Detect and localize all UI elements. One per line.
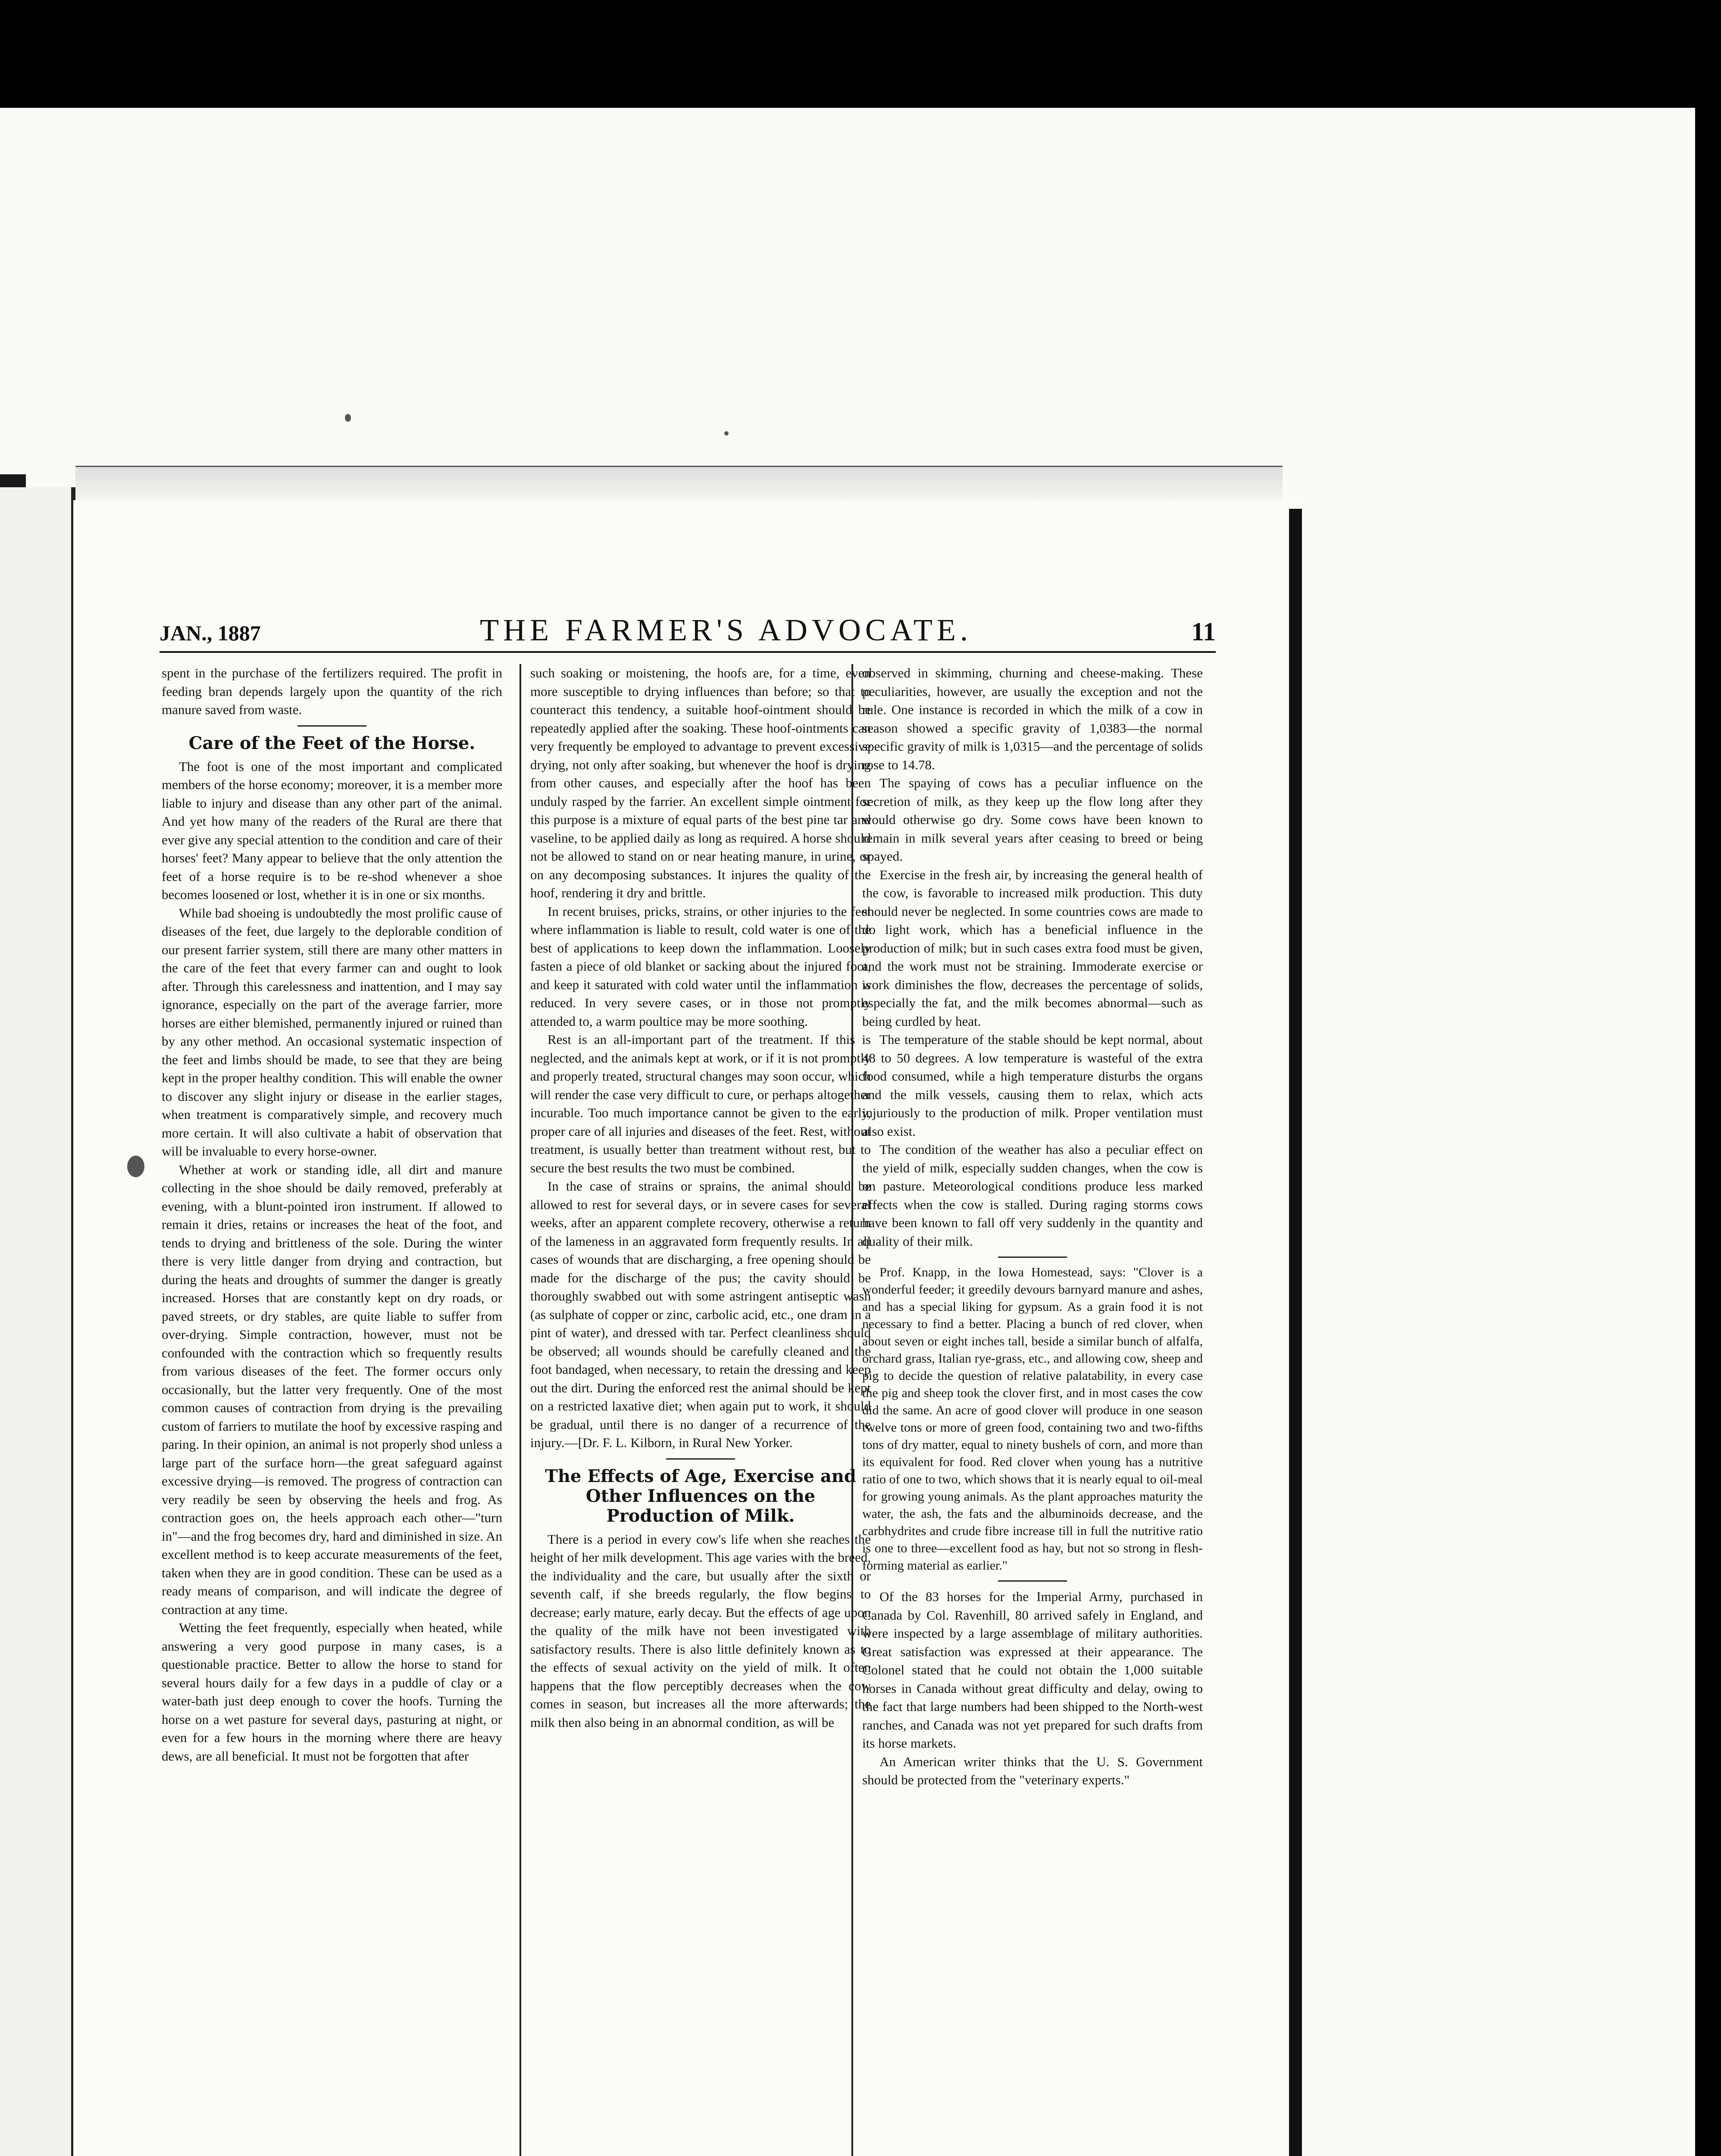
article-heading: The Effects of Age, Exercise and Other Influences on the Production of Milk. bbox=[545, 1466, 856, 1526]
paragraph: In the case of strains or sprains, the animal should be allowed to rest for several days, or in severe cases for several weeks, after an apparent complete recovery, otherwise a return of the lameness in an aggravated form frequently results. In all cases of wounds that are discharging, a free opening should be made for the discharge of the pus; the cavity should be thoroughly swabbed out with some astringent antiseptic wash (as sulphate of copper or zinc, carbolic acid, etc., one dram in a pint of water), and dressed with tar. Perfect cleanliness should be observed; all wounds should be carefully cleaned and the foot bandaged, when necessary, to retain the dressing and keep out the dirt. During the enforced rest the animal should be kept on a restricted laxative diet; when again put to work, it should be gradual, until there is no danger of a recurrence of the injury.—[Dr. F. L. Kilborn, in Rural New Yorker. bbox=[530, 1178, 871, 1450]
ink-smudge bbox=[127, 1156, 144, 1177]
column-2 bbox=[530, 664, 871, 2156]
issue-date: JAN., 1887 bbox=[160, 621, 261, 645]
paragraph: Exercise in the fresh air, by increasing the general health of the cow, is favorable to increased milk production. This duty should never be neglected. In some countries cows are made to do light work, which has a beneficial influence in the production of milk; but in such cases extra food must be given, and the work must not be straining. Immoderate exercise or work diminishes the flow, decreases the percentage of solids, especially the fat, and the milk becomes abnormal—such as being curdled by heat. bbox=[862, 867, 1203, 1029]
paragraph: observed in skimming, churning and cheese-making. These peculiarities, however, are usually the exception and not the rule. One instance is recorded in which the milk of a cow in season showed a specific gravity of 1,0383—the normal specific gravity of milk is 1,0315—and the percentage of solids rose to 14.78. bbox=[862, 665, 1203, 772]
paragraph: Whether at work or standing idle, all dirt and manure collecting in the shoe should be daily removed, preferably at evening, with a blunt-pointed iron instrument. If allowed to remain it dries, retains or increases the heat of the foot, and tends to drying and brittleness of the sole. During the winter there is very little danger from drying and contraction, but during the heats and droughts of summer the danger is greatly increased. Horses that are constantly kept on dry roads, or paved streets, or dry stables, are quite liable to suffer from over-drying. Simple contraction, however, must not be confounded with the contraction which so frequently results from various diseases of the feet. The former occurs only occasionally, but the latter very frequently. One of the most common causes of contraction from drying is the prevailing custom of farriers to mutilate the hoof by excessive rasping and paring. In their opinion, an animal is not properly shod unless a large part of the surface horn—the great safeguard against excessive drying—is removed. The progress of contraction can very readily be seen by observing the heels and frog. As contraction goes on, the heels approach each other—"turn in"—and the frog becomes dry, hard and diminished in size. An excellent method is to keep accurate measurements of the feet, taken when they are in good condition. These can be used as a ready means of comparison, and will indicate the degree of contraction at any time. bbox=[162, 1162, 502, 1617]
divider bbox=[998, 1580, 1067, 1582]
scan-top-border bbox=[0, 0, 1721, 108]
paragraph: The spaying of cows has a peculiar influence on the secretion of milk, as they keep up the flow long after they would otherwise go dry. Some cows have been known to remain in milk several years after ceasing to breed or being spayed. bbox=[862, 775, 1203, 864]
newspaper-title: THE FARMER'S ADVOCATE. bbox=[480, 613, 972, 647]
paragraph: Prof. Knapp, in the Iowa Homestead, says: "Clover is a wonderful feeder; it greedily devours barnyard manure and ashes, and has a special liking for gypsum. As a grain food it is not necessary to find a better. Placing a bunch of red clover, when about seven or eight inches tall, beside a similar bunch of alfalfa, orchard grass, Italian rye-grass, etc., and allowing cow, sheep and pig to decide the question of relative palatability, in every case the pig and sheep took the clover first, and in most cases the cow did the same. An acre of good clover will produce in one season twelve tons or more of green food, containing two and two-fifths tons of dry matter, equal to ninety bushels of corn, and more than its equivalent for food. Red clover when young has a nutritive ratio of one to two, which shows that it is nearly equal to oil-meal for growing young animals. As the plant approaches maturity the water, the ash, the fats and the albuminoids decrease, and the carbhydrites and crude fibre increase till in full the nutritive ratio is one to three—excellent food as hay, but not so strong in flesh-forming material as earlier." bbox=[862, 1265, 1203, 1573]
column-rule bbox=[519, 664, 521, 2156]
paragraph: The foot is one of the most important and complicated members of the horse economy; moreover, it is a member more liable to injury and disease than any other part of the animal. And yet how many of the readers of the Rural are there that ever give any special attention to the condition and care of their horses' feet? Many appear to believe that the only attention the feet of a horse require is to be re-shod whenever a shoe becomes loosened or lost, whether it is in one or six months. bbox=[162, 758, 502, 902]
facing-page-edge bbox=[0, 487, 81, 2156]
paragraph: Rest is an all-important part of the treatment. If this is neglected, and the animals kept at work, or if it is not promptly and properly treated, structural changes may soon occur, which will render the case very difficult to cure, or perhaps altogether incurable. Too much importance cannot be given to the early, proper care of all injuries and diseases of the feet. Rest, without treatment, is usually better than treatment without rest, but to secure the best results the two must be combined. bbox=[530, 1032, 871, 1175]
paragraph: There is a period in every cow's life when she reaches the height of her milk development. This age varies with the breed, the individuality and the care, but usually after the sixth or seventh calf, if she breeds regularly, the flow begins to decrease; early mature, early decay. But the effects of age upon the quality of the milk have not been investigated with satisfactory results. There is also little definitely known as to the effects of sexual activity on the yield of milk. It often happens that the flow perceptibly decreases when the cow comes in season, but increases all the more afterwards; the milk then also being in an abnormal condition, as will be bbox=[530, 1531, 871, 1730]
divider bbox=[666, 1458, 735, 1460]
column-3 bbox=[862, 664, 1203, 2156]
page-edge-shadow bbox=[1289, 509, 1302, 2156]
page-number: 11 bbox=[1191, 617, 1216, 646]
ink-smudge bbox=[345, 414, 351, 422]
paragraph: Of the 83 horses for the Imperial Army, purchased in Canada by Col. Ravenhill, 80 arrived safely in England, and were inspected by a large assemblage of military authorities. Great satisfaction was expressed at their appearance. The Colonel stated that he could not obtain the 1,000 suitable horses in Canada without great difficulty and delay, owing to the fact that large numbers had been shipped to the North-west ranches, and Canada was not yet prepared for such drafts from its horse markets. bbox=[862, 1589, 1203, 1751]
paragraph: The temperature of the stable should be kept normal, about 48 to 50 degrees. A low temperature is wasteful of the extra food consumed, while a high temperature disturbs the organs and the milk vessels, causing them to relax, which acts injuriously to the production of milk. Proper ventilation must also exist. bbox=[862, 1032, 1203, 1139]
scan-right-border bbox=[1695, 108, 1721, 2156]
paragraph: In recent bruises, pricks, strains, or other injuries to the feet where inflammation is liable to result, cold water is one of the best of applications to keep down the inflammation. Loosely fasten a piece of old blanket or sacking about the injured foot, and keep it saturated with cold water until the inflammation is reduced. In very severe cases, or in those not promptly attended to, a warm poultice may be more soothing. bbox=[530, 903, 871, 1029]
paragraph: While bad shoeing is undoubtedly the most prolific cause of diseases of the feet, due largely to the deplorable condition of our present farrier system, still there are many other matters in the care of the feet that every farmer can and ought to look after. Through this carelessness and inattention, and I may say ignorance, especially on the part of the average farrier, more horses are either blemished, permanently injured or ruined than by any other method. An occasional systematic inspection of the feet and limbs should be made, to see that they are being kept in the proper healthy condition. This will enable the owner to discover any slight injury or disease in the earlier stages, when treatment is comparatively simple, and recovery much more certain. It will also cultivate a habit of observation that will be invaluable to every horse-owner. bbox=[162, 905, 502, 1159]
paragraph: such soaking or moistening, the hoofs are, for a time, even more susceptible to drying influences than before; so that to counteract this tendency, a suitable hoof-ointment should be repeatedly applied after the soaking. These hoof-ointments can very frequently be employed to advantage to prevent excessive drying, not only after soaking, but whenever the hoof is drying from other causes, and especially after the hoof has been unduly rasped by the farrier. An excellent simple ointment for this purpose is a mixture of equal parts of the best pine tar and vaseline, to be applied daily as long as required. A horse should not be allowed to stand on or near heating manure, in urine, or on any decomposing substances. It injures the quality of the hoof, rendering it dry and brittle. bbox=[530, 665, 871, 900]
paragraph: spent in the purchase of the fertilizers required. The profit in feeding bran depends largely upon the quantity of the rich manure saved from waste. bbox=[162, 665, 502, 717]
masthead bbox=[160, 612, 1216, 653]
paragraph: The condition of the weather has also a peculiar effect on the yield of milk, especially sudden changes, when the cow is on pasture. Meteorological conditions produce less marked effects when the cow is stalled. During raging storms cows have been known to fall off very suddenly in the quantity and quality of their milk. bbox=[862, 1142, 1203, 1249]
page-fold bbox=[75, 466, 1283, 501]
paragraph: Wetting the feet frequently, especially when heated, while answering a very good purpose in many cases, is a questionable practice. Better to allow the horse to stand for several hours daily for a few days in a puddle of clay or a water-bath just deep enough to cover the hoofs. Turning the horse on a wet pasture for several days, pasturing at night, or even for a few hours in the morning where there are heavy dews, are all beneficial. It must not be forgotten that after bbox=[162, 1620, 502, 1764]
divider bbox=[998, 1257, 1067, 1258]
article-heading: Care of the Feet of the Horse. bbox=[188, 733, 476, 753]
divider bbox=[297, 725, 366, 727]
paragraph: An American writer thinks that the U. S. Government should be protected from the "veterinary experts." bbox=[862, 1754, 1203, 1787]
column-1 bbox=[162, 664, 502, 2156]
ink-smudge bbox=[724, 431, 729, 436]
